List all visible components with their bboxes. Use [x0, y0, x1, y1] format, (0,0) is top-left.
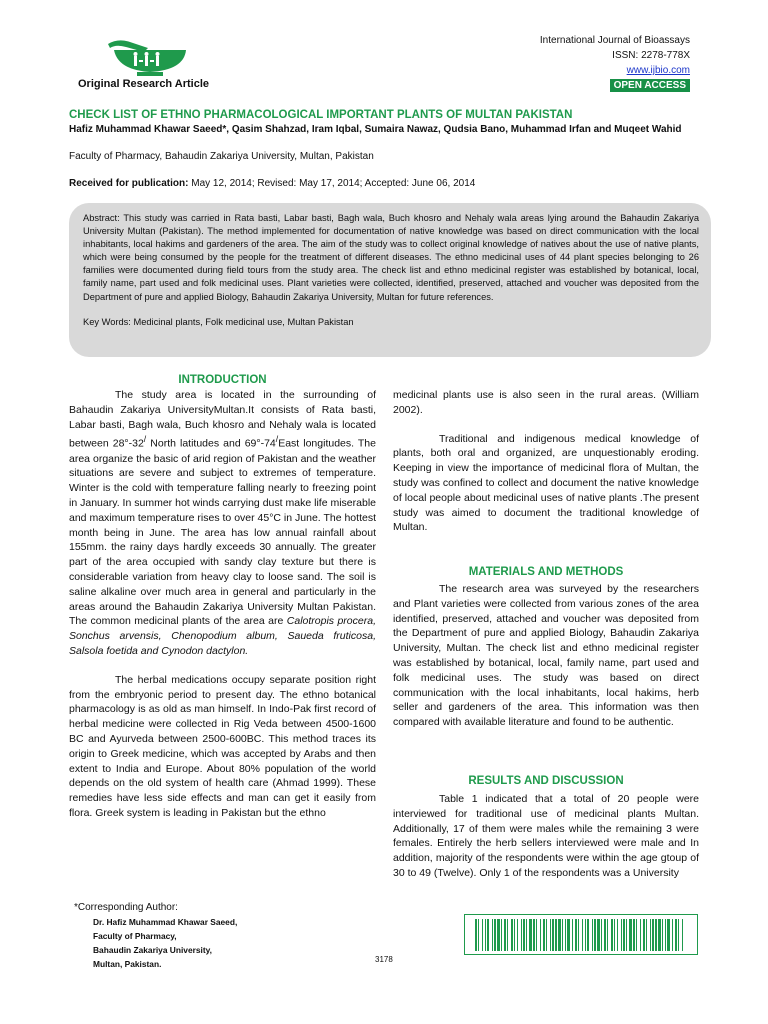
barcode-bar	[607, 919, 608, 951]
barcode-bar	[492, 919, 493, 951]
author-list: Hafiz Muhammad Khawar Saeed*, Qasim Shahzad, Iram Iqbal, Sumaira Nawaz, Qudsia Bano, Muhammad Irfan and Muqeet Wahid	[69, 124, 682, 135]
barcode-bar	[650, 919, 651, 951]
barcode-bar	[521, 919, 522, 951]
introduction-heading: INTRODUCTION	[178, 374, 267, 386]
open-access-badge: OPEN ACCESS	[610, 79, 690, 92]
page-number: 3178	[375, 955, 393, 964]
keywords: Key Words: Medicinal plants, Folk medicinal use, Multan Pakistan	[83, 316, 354, 327]
minutes-mark: /	[275, 434, 279, 445]
journal-website-link[interactable]: www.ijbio.com	[626, 65, 690, 76]
barcode-bar	[501, 919, 502, 951]
barcode-bar	[475, 919, 477, 951]
barcode-bar	[517, 919, 518, 951]
barcode-bar	[540, 919, 541, 951]
intro-paragraph-3: medicinal plants use is also seen in the rural areas. (William 2002).	[393, 389, 699, 416]
barcode-bar	[536, 919, 537, 951]
dates-label: Received for publication:	[69, 178, 189, 189]
barcode-bar	[587, 919, 589, 951]
journal-logo	[104, 36, 214, 76]
barcode-bar	[487, 919, 489, 951]
barcode-bar	[597, 919, 600, 951]
results-heading: RESULTS AND DISCUSSION	[468, 775, 624, 787]
mortar-pestle-logo-icon	[104, 36, 214, 76]
barcode-bar	[662, 919, 663, 951]
barcode-icon	[464, 914, 698, 955]
barcode-bar	[640, 919, 641, 951]
corresponding-line: Bahaudin Zakariya University,	[93, 945, 212, 955]
barcode-bar	[562, 919, 563, 951]
barcode-bar	[582, 919, 583, 951]
barcode-bar	[478, 919, 479, 951]
barcode-bar	[558, 919, 561, 951]
minutes-mark: /	[143, 434, 147, 445]
methods-heading: MATERIALS AND METHODS	[468, 566, 624, 578]
barcode-bar	[594, 919, 596, 951]
barcode-bar	[652, 919, 654, 951]
barcode-bar	[514, 919, 515, 951]
barcode-bar	[567, 919, 570, 951]
barcode-bar	[494, 919, 496, 951]
barcode-bar	[529, 919, 532, 951]
barcode-bar	[504, 919, 506, 951]
barcode-bar	[621, 919, 622, 951]
barcode-bar	[604, 919, 606, 951]
intro-paragraph-2: The herbal medications occupy separate position right from the embryonic period to present day. The ethno botanical pharmacology is as old as man himself. In Indo-Pak first record of herbal medicine were collected in Rig Veda between 4500-1600 BC and Ayurveda between 2500-600BC. This method traces its origin to Greek medicine, which was accepted by Arabs and then extent to India and Europe. About 80% population of the world depends on the old system of health care (Ahmad 1999). These remedies have less side effects and man can get it easily from flora. Greek system is leading in Pakistan but the ethno	[69, 673, 376, 820]
barcode-bar	[617, 919, 618, 951]
right-column	[393, 388, 699, 535]
barcode-bar	[614, 919, 615, 951]
barcode-bar	[623, 919, 625, 951]
dates-value: May 12, 2014; Revised: May 17, 2014; Accepted: June 06, 2014	[188, 178, 476, 189]
intro-paragraph-4: Traditional and indigenous medical knowledge of plants, both oral and organized, are unquestionably eroding. Keeping in view the importance of medicinal flora of Multan, the study was confined to collect and document the native knowledge of local people about medicinal uses of native plants .The present study was aimed to document the traditional knowledge of Multan.	[393, 432, 699, 534]
journal-info	[540, 33, 690, 93]
barcode-bar	[572, 919, 573, 951]
barcode-bar	[611, 919, 613, 951]
corresponding-author-details	[93, 915, 237, 971]
intro-p1-part-c: East longitudes. The area organize the basic of arid region of Pakistan and the weather situations are severe and subject to extremes of temperature. Winter is the cold with temperature falling nearly to freezing point in January. In summer hot winds carrying dust make life miserable and maximum temperature rises to over 45°C in June. The hottest month being in June. The area has low annual rainfall about 155mm. the rainy days hardly exceeds 30 annually. The greater part of the area occupied with sandy clay texture but there is considerable variation from heavy clay to loose sand. The soil is saline alkaline over much area in general and particularly in the areas around the Bahaudin Zakariya University Multan Pakistan. The common medicinal plants of the area are	[69, 437, 376, 628]
barcode-bar	[578, 919, 579, 951]
barcode-bar	[550, 919, 551, 951]
methods-paragraph: The research area was surveyed by the researchers and Plant varieties were collected from various zones of the area identified, preserved, attached and voucher was deposited from the Department of pure and applied Biology, Bahaudin Zakariya University, Multan. The check list and ethno medicinal register was established by botanical, local, family name, part used and folk medicinal uses. The study was based on direct communication with the local inhabitants, local hakims, herb seller and gardeners of the area. This information was then compared with available literature and found to be authentic.	[393, 583, 699, 729]
intro-p1-part-b: North latitudes and 69°-74	[146, 437, 276, 450]
barcode-bar	[511, 919, 513, 951]
barcode-bar	[523, 919, 525, 951]
barcode-bar	[643, 919, 645, 951]
left-column	[69, 388, 376, 821]
barcode-bar	[575, 919, 577, 951]
journal-name: International Journal of Bioassays	[539, 35, 690, 46]
barcode-bar	[658, 919, 661, 951]
barcode-bar	[636, 919, 637, 951]
corresponding-line: Dr. Hafiz Muhammad Khawar Saeed,	[93, 917, 238, 927]
barcode-bar	[646, 919, 647, 951]
barcode-bar	[665, 919, 666, 951]
barcode-graphic	[475, 919, 687, 951]
corresponding-line: Multan, Pakistan.	[93, 959, 162, 969]
barcode-bar	[592, 919, 593, 951]
abstract-box	[69, 203, 711, 357]
barcode-bar	[672, 919, 673, 951]
barcode-bar	[601, 919, 602, 951]
affiliation: Faculty of Pharmacy, Bahaudin Zakariya University, Multan, Pakistan	[69, 151, 374, 162]
corresponding-line: Faculty of Pharmacy,	[93, 931, 177, 941]
barcode-bar	[482, 919, 483, 951]
barcode-bar	[526, 919, 527, 951]
barcode-bar	[629, 919, 632, 951]
article-type-label: Original Research Article	[78, 78, 210, 90]
barcode-bar	[555, 919, 557, 951]
barcode-bar	[543, 919, 545, 951]
abstract-text: Abstract: This study was carried in Rata basti, Labar basti, Bagh wala, Buch khosro and Nehaly wala areas lying around the Bahaudin Zakariya University Multan (Pakistan). The method implemented for documentation of native knowledge was based on direct communication with the local inhabitants, local hakims and gardeners of the area. The aim of the study was to collect original knowledge of natives about the use of native plants, which were being consumed by the people for the treatment of different diseases. The ethno medicinal uses of 44 plant species belonging to 26 families were documented during field tours from the study area. The check list and ethno medicinal register was established by botanical, local, family name, part used and folk medicinal uses. Plant varieties were collected, identified, preserved, attached and voucher was deposited from the Department of pure and applied Biology, Bahaudin Zakariya University, Multan for future references.	[83, 213, 699, 302]
publication-dates	[69, 178, 475, 189]
barcode-bar	[675, 919, 677, 951]
barcode-bar	[655, 919, 657, 951]
plant-species-list: Calotropis procera, Sonchus arvensis, Chenopodium album, Saueda fruticosa, Salsola foetida and Cynodon dactylon.	[69, 615, 376, 658]
barcode-bar	[626, 919, 627, 951]
barcode-bar	[507, 919, 508, 951]
intro-paragraph-1	[69, 388, 376, 659]
intro-p1-part-a: The study area is located in the surrounding of Bahaudin Zakariya UniversityMultan.It consists of Rata basti, Labar basti, Bagh wala, Buch khosro and Nehaly wala is located between 28°-32	[69, 389, 376, 450]
methods-body	[393, 582, 699, 730]
barcode-bar	[533, 919, 535, 951]
barcode-bar	[585, 919, 586, 951]
barcode-bar	[485, 919, 486, 951]
barcode-bar	[552, 919, 554, 951]
article-title: CHECK LIST OF ETHNO PHARMACOLOGICAL IMPORTANT PLANTS OF MULTAN PAKISTAN	[69, 109, 573, 121]
barcode-bar	[497, 919, 500, 951]
barcode-bar	[682, 919, 683, 951]
corresponding-author-label: *Corresponding Author:	[74, 902, 178, 913]
issn: ISSN: 2278-778X	[612, 50, 690, 61]
results-paragraph: Table 1 indicated that a total of 20 people were interviewed for traditional use of medicinal plants Multan. Additionally, 17 of them were males while the remaining 3 were females. Entirely the herb sellers interviewed were male and In addition, majority of the respondents were within the age gtoup of 30 to 49 (Twelve). Only 1 of the respondents was a University	[393, 793, 699, 879]
barcode-bar	[667, 919, 670, 951]
barcode-bar	[565, 919, 566, 951]
barcode-bar	[678, 919, 679, 951]
results-body	[393, 792, 699, 881]
barcode-bar	[633, 919, 635, 951]
barcode-bar	[546, 919, 547, 951]
